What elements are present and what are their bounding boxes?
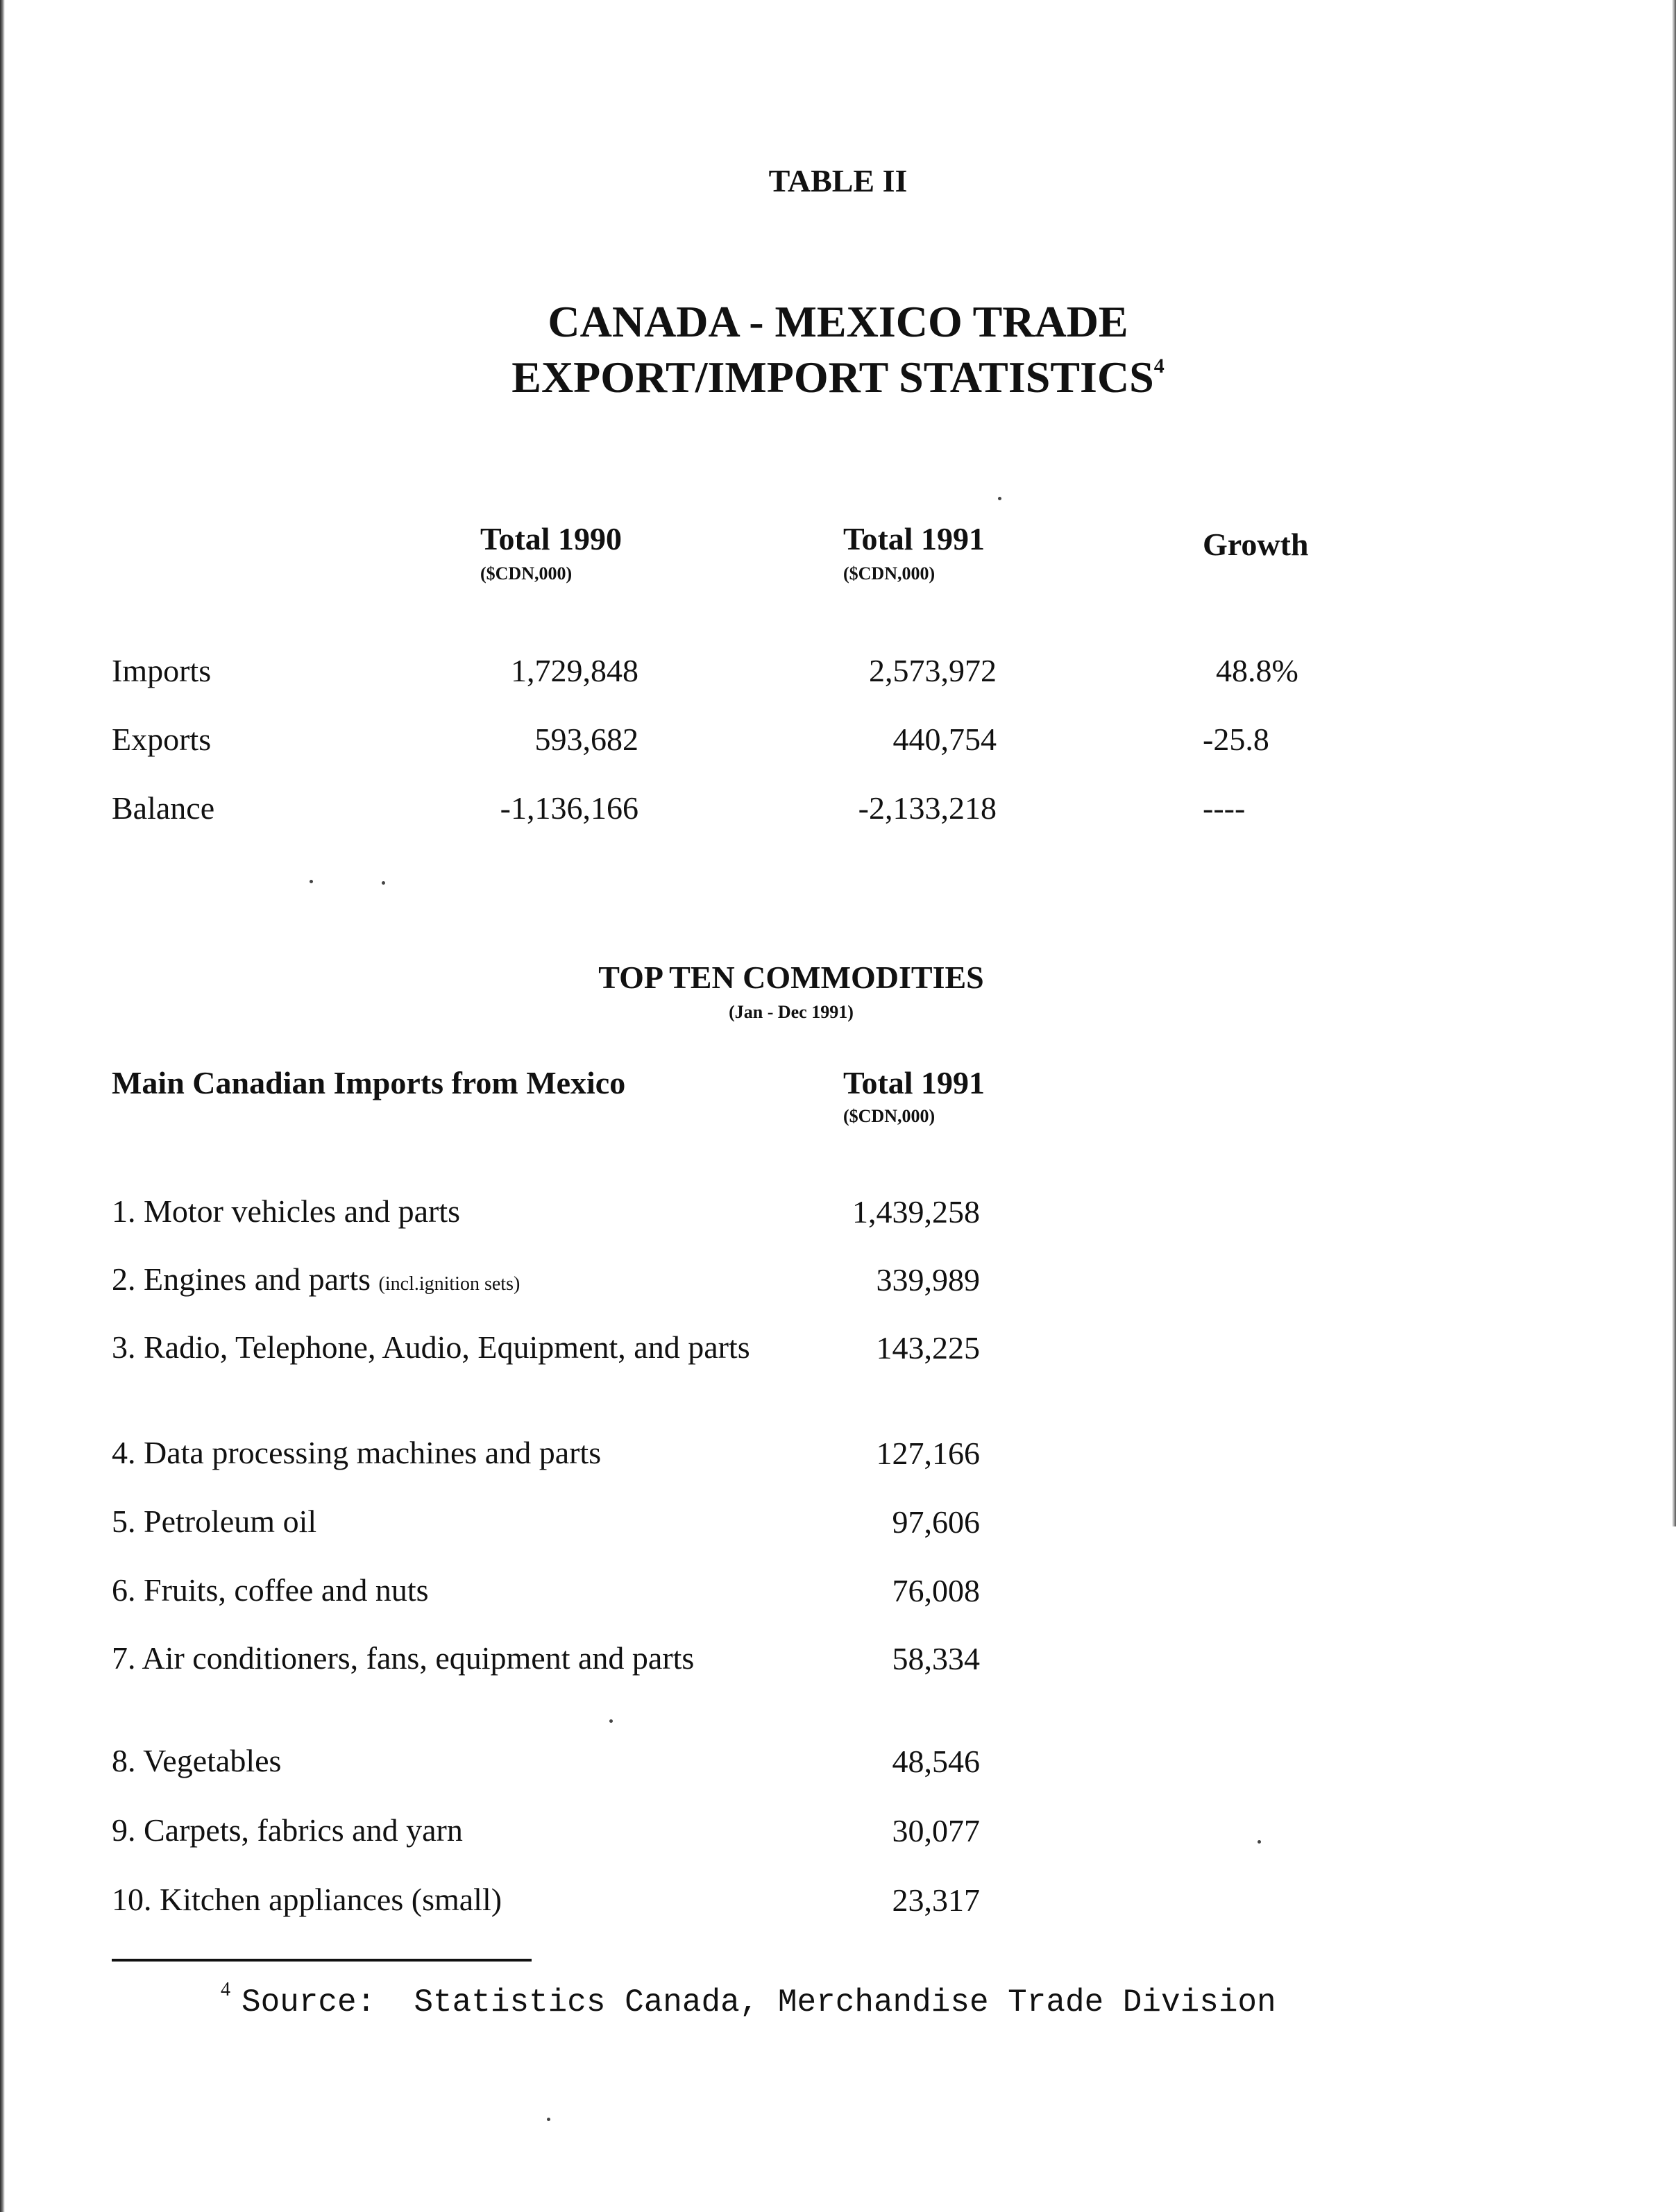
page-title-line-1: CANADA - MEXICO TRADE [548, 297, 1128, 346]
col-unit-total-1990: ($CDN,000) [480, 563, 573, 584]
col-unit-total-1991: ($CDN,000) [843, 563, 936, 584]
section-period: (Jan - Dec 1991) [729, 1002, 854, 1022]
commodity-note: (incl.ignition sets) [378, 1273, 520, 1295]
commodity-name: Vegetables [143, 1743, 282, 1778]
commodity-value-10: 23,317 [892, 1882, 980, 1918]
commodity-number: 6. [112, 1572, 136, 1608]
scan-speck [547, 2118, 550, 2121]
commodity-number: 9. [112, 1812, 136, 1848]
commodity-item-6 [112, 1572, 736, 1608]
commodity-item-1 [112, 1193, 736, 1230]
commodity-name: Fruits, coffee and nuts [144, 1572, 429, 1608]
col-header-total-1991: Total 1991 [843, 521, 985, 556]
commodity-number: 1. [112, 1193, 136, 1229]
scan-speck [310, 880, 313, 883]
commodity-name: Carpets, fabrics and yarn [144, 1812, 463, 1848]
page-title-text: EXPORT/IMPORT STATISTICS [511, 352, 1154, 402]
footnote [221, 1979, 1276, 2020]
col-header-growth: Growth [1203, 527, 1309, 562]
row-label-imports: Imports [112, 653, 212, 688]
scan-edge-right [1672, 0, 1676, 1526]
commodity-name: Motor vehicles and parts [144, 1193, 461, 1229]
footnote-mark: 4 [221, 1979, 230, 2000]
list-unit-total-1991: ($CDN,000) [843, 1106, 936, 1126]
row-label-exports: Exports [112, 722, 212, 757]
scan-speck [1258, 1840, 1261, 1844]
list-header-main-imports: Main Canadian Imports from Mexico [112, 1065, 626, 1100]
commodity-number: 3. [112, 1329, 136, 1365]
scan-speck [998, 497, 1001, 500]
commodity-number: 7. [112, 1640, 136, 1676]
commodity-item-10 [112, 1882, 736, 1918]
commodity-value-7: 58,334 [892, 1641, 980, 1676]
commodity-name: Kitchen appliances (small) [160, 1882, 502, 1917]
commodity-item-8 [112, 1743, 736, 1779]
commodity-number: 10. [112, 1882, 152, 1917]
commodity-value-1: 1,439,258 [852, 1194, 980, 1230]
scan-speck [382, 881, 385, 885]
commodity-item-5 [112, 1504, 736, 1540]
commodity-item-7 [112, 1640, 761, 1676]
commodity-name: Data processing machines and parts [144, 1435, 602, 1470]
exports-growth: -25.8 [1203, 722, 1269, 757]
commodity-value-8: 48,546 [892, 1744, 980, 1779]
commodity-number: 8. [112, 1743, 136, 1778]
exports-total-1990: 593,682 [534, 722, 638, 757]
footnote-text: Source: Statistics Canada, Merchandise Trade Division [242, 1984, 1276, 2020]
commodity-item-9 [112, 1812, 736, 1848]
commodity-name: Radio, Telephone, Audio, Equipment, and parts [144, 1329, 750, 1365]
commodity-item-2 [112, 1261, 736, 1302]
commodity-number: 2. [112, 1261, 136, 1297]
title-footnote-mark: 4 [1153, 355, 1165, 377]
commodity-item-3 [112, 1329, 761, 1366]
list-header-total-1991: Total 1991 [843, 1065, 985, 1100]
imports-total-1991: 2,573,972 [869, 653, 997, 688]
footnote-divider [112, 1959, 532, 1962]
commodity-number: 4. [112, 1435, 136, 1470]
imports-total-1990: 1,729,848 [511, 653, 638, 688]
commodity-number: 5. [112, 1504, 136, 1539]
balance-total-1990: -1,136,166 [500, 790, 638, 826]
table-label: TABLE II [768, 163, 908, 198]
commodity-value-5: 97,606 [892, 1504, 980, 1540]
commodity-name: Engines and parts [144, 1261, 371, 1297]
col-header-total-1990: Total 1990 [480, 521, 623, 556]
section-title-top-ten: TOP TEN COMMODITIES [598, 960, 984, 995]
page-title-line-2 [0, 344, 1676, 400]
exports-total-1991: 440,754 [892, 722, 997, 757]
commodity-value-6: 76,008 [892, 1573, 980, 1608]
commodity-item-4 [112, 1435, 736, 1471]
balance-growth: ---- [1203, 790, 1246, 826]
commodity-name: Air conditioners, fans, equipment and parts [142, 1640, 695, 1676]
commodity-value-3: 143,225 [876, 1330, 980, 1366]
commodity-value-4: 127,166 [876, 1436, 980, 1471]
balance-total-1991: -2,133,218 [858, 790, 997, 826]
imports-growth: 48.8% [1216, 653, 1298, 688]
commodity-value-2: 339,989 [876, 1262, 980, 1298]
commodity-value-9: 30,077 [892, 1813, 980, 1848]
commodity-name: Petroleum oil [144, 1504, 317, 1539]
row-label-balance: Balance [112, 790, 215, 826]
scan-speck [609, 1719, 613, 1723]
